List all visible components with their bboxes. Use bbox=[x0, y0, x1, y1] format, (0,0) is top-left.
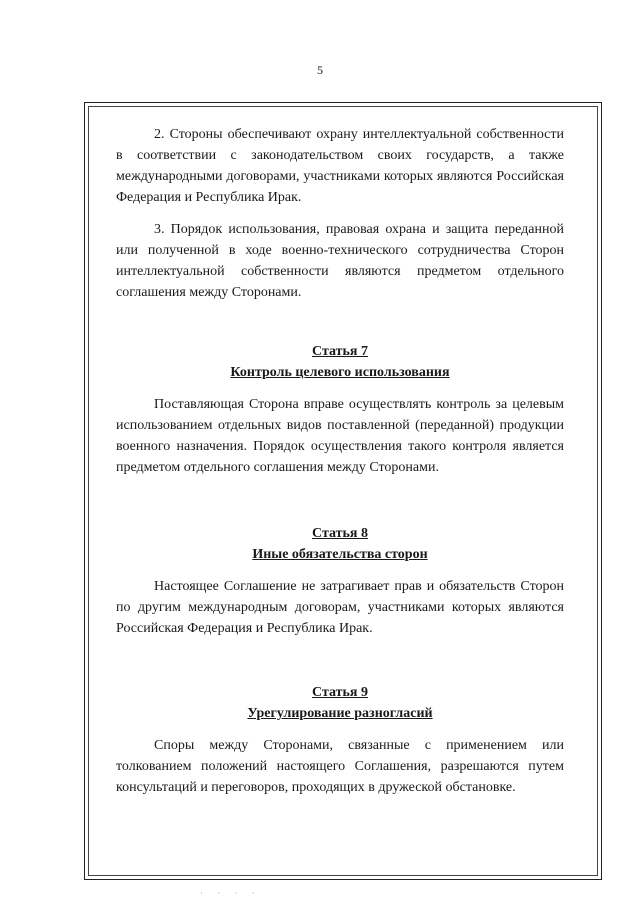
article-8-heading: Статья 8 bbox=[312, 526, 368, 541]
article-7-heading: Статья 7 bbox=[312, 344, 368, 359]
article-7-title: Контроль целевого использования bbox=[230, 365, 450, 380]
paragraph-3: 3. Порядок использования, правовая охрана и защита переданной или полученной в ходе военно-технического сотрудничества Сторон интеллектуальной собственности являются предметом отдельного соглашения между Сторонами. bbox=[116, 222, 564, 300]
article-7-text: Поставляющая Сторона вправе осуществлять контроль за целевым использованием отдельных видов поставленной (переданной) продукции военного назначения. Порядок осуществления такого контроля является предметом отдельного соглашения между Сторонами. bbox=[116, 397, 564, 475]
article-7-section bbox=[116, 341, 564, 478]
scan-noise: · · · · bbox=[200, 888, 261, 898]
page-number: 5 bbox=[317, 63, 323, 77]
article-9-section bbox=[116, 682, 564, 798]
intro-section bbox=[116, 124, 564, 303]
article-8-title: Иные обязательства сторон bbox=[252, 547, 428, 562]
document-body bbox=[116, 124, 564, 798]
article-9-text: Споры между Сторонами, связанные с применением или толкованием положений настоящего Соглашения, разрешаются путем консультаций и переговоров, проходящих в дружеской обстановке. bbox=[116, 738, 564, 795]
article-9-heading: Статья 9 bbox=[312, 685, 368, 700]
paragraph-2: 2. Стороны обеспечивают охрану интеллектуальной собственности в соответствии с законодательством своих государств, а также международными договорами, участниками которых являются Российская Федерация и Республика Ирак. bbox=[116, 127, 564, 205]
article-8-section bbox=[116, 523, 564, 639]
article-8-text: Настоящее Соглашение не затрагивает прав и обязательств Сторон по другим международным договорам, участниками которых являются Российская Федерация и Республика Ирак. bbox=[116, 579, 564, 636]
article-9-title: Урегулирование разногласий bbox=[247, 706, 433, 721]
